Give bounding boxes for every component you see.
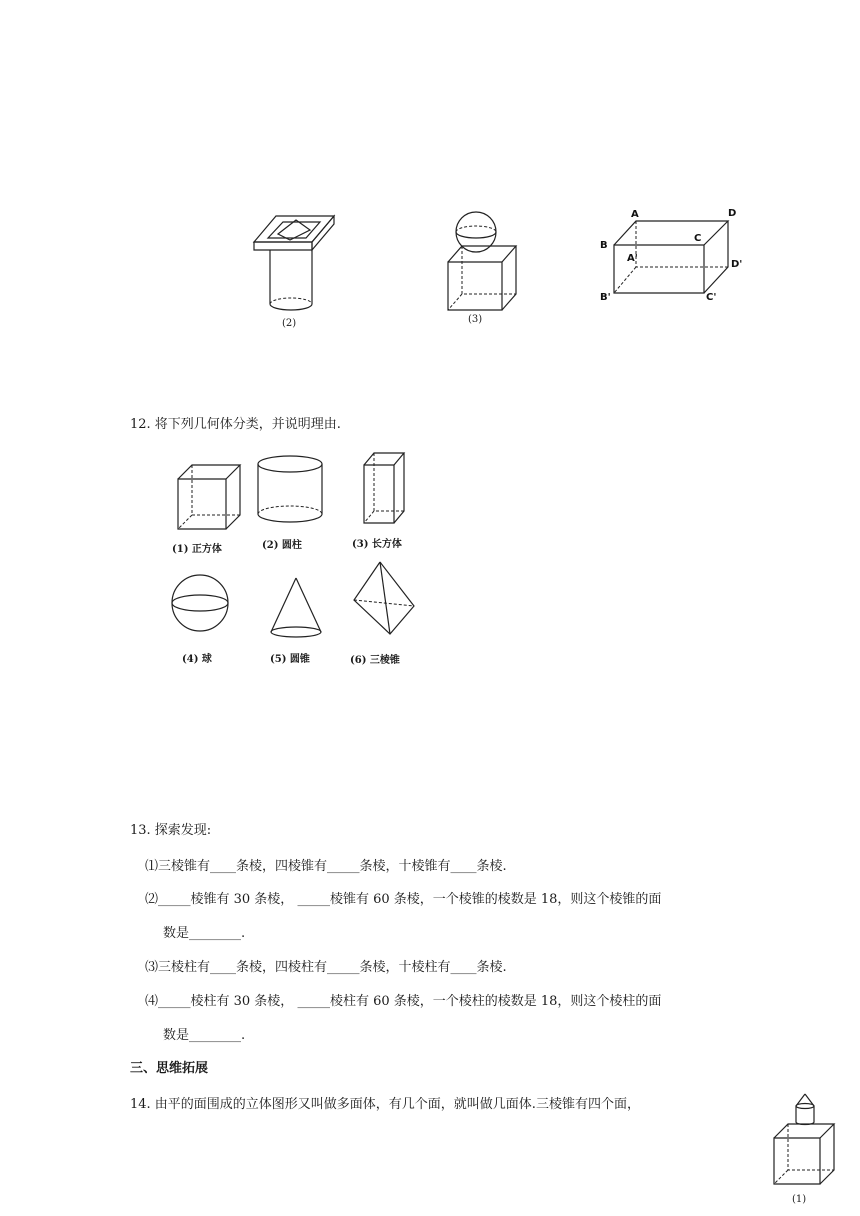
label-D: D — [728, 208, 737, 219]
shape-cube — [176, 463, 244, 533]
question-13-title: 13. 探索发现: — [130, 823, 212, 838]
figure-labeled-cuboid — [598, 205, 748, 310]
caption-cylinder: (2) 圆柱 — [262, 540, 302, 551]
question-13-line-4: ⑷_____棱柱有 30 条棱， _____棱柱有 60 条棱，一个棱柱的棱数是 18，则这个棱柱的面 — [145, 994, 662, 1009]
label-D1: D' — [731, 259, 743, 270]
label-B: B — [600, 240, 608, 251]
figure-3-sphere-on-cube — [444, 208, 524, 318]
question-14: 14. 由平的面围成的立体图形又叫做多面体，有几个面，就叫做几面体.三棱锥有四个面， — [130, 1097, 640, 1112]
shape-sphere — [170, 573, 230, 633]
caption-sphere: (4) 球 — [182, 654, 212, 665]
question-12: 12. 将下列几何体分类，并说明理由. — [130, 417, 341, 432]
section-heading: 三、思维拓展 — [130, 1061, 209, 1076]
figure-2-square-on-cylinder — [250, 212, 340, 332]
shape-cone — [268, 576, 324, 640]
question-13-line-2-cont: 数是________. — [163, 926, 246, 941]
label-B1: B' — [600, 292, 611, 303]
figure-3-caption: (3) — [468, 314, 483, 325]
figure-1-cone-cylinder-on-cube — [770, 1092, 840, 1192]
shape-triangular-pyramid — [352, 560, 416, 640]
shape-cylinder — [256, 454, 326, 526]
caption-cube: (1) 正方体 — [172, 544, 222, 555]
label-C: C — [694, 233, 702, 244]
label-C1: C' — [706, 292, 717, 303]
caption-triangular-pyramid: (6) 三棱锥 — [350, 655, 400, 666]
question-13-line-4-cont: 数是________. — [163, 1028, 246, 1043]
label-A1: A' — [627, 253, 638, 264]
question-13-line-2: ⑵_____棱锥有 30 条棱， _____棱锥有 60 条棱，一个棱锥的棱数是 18，则这个棱锥的面 — [145, 892, 662, 907]
figure-1-caption: (1) — [792, 1194, 807, 1205]
caption-cuboid: (3) 长方体 — [352, 539, 402, 550]
question-13-line-1: ⑴三棱锥有____条棱，四棱锥有_____条棱，十棱锥有____条棱. — [145, 859, 507, 874]
figure-2-caption: (2) — [282, 318, 297, 329]
label-A: A — [631, 209, 639, 220]
caption-cone: (5) 圆锥 — [270, 654, 310, 665]
shape-cuboid — [362, 451, 408, 527]
question-13-line-3: ⑶三棱柱有____条棱，四棱柱有_____条棱，十棱柱有____条棱. — [145, 960, 507, 975]
